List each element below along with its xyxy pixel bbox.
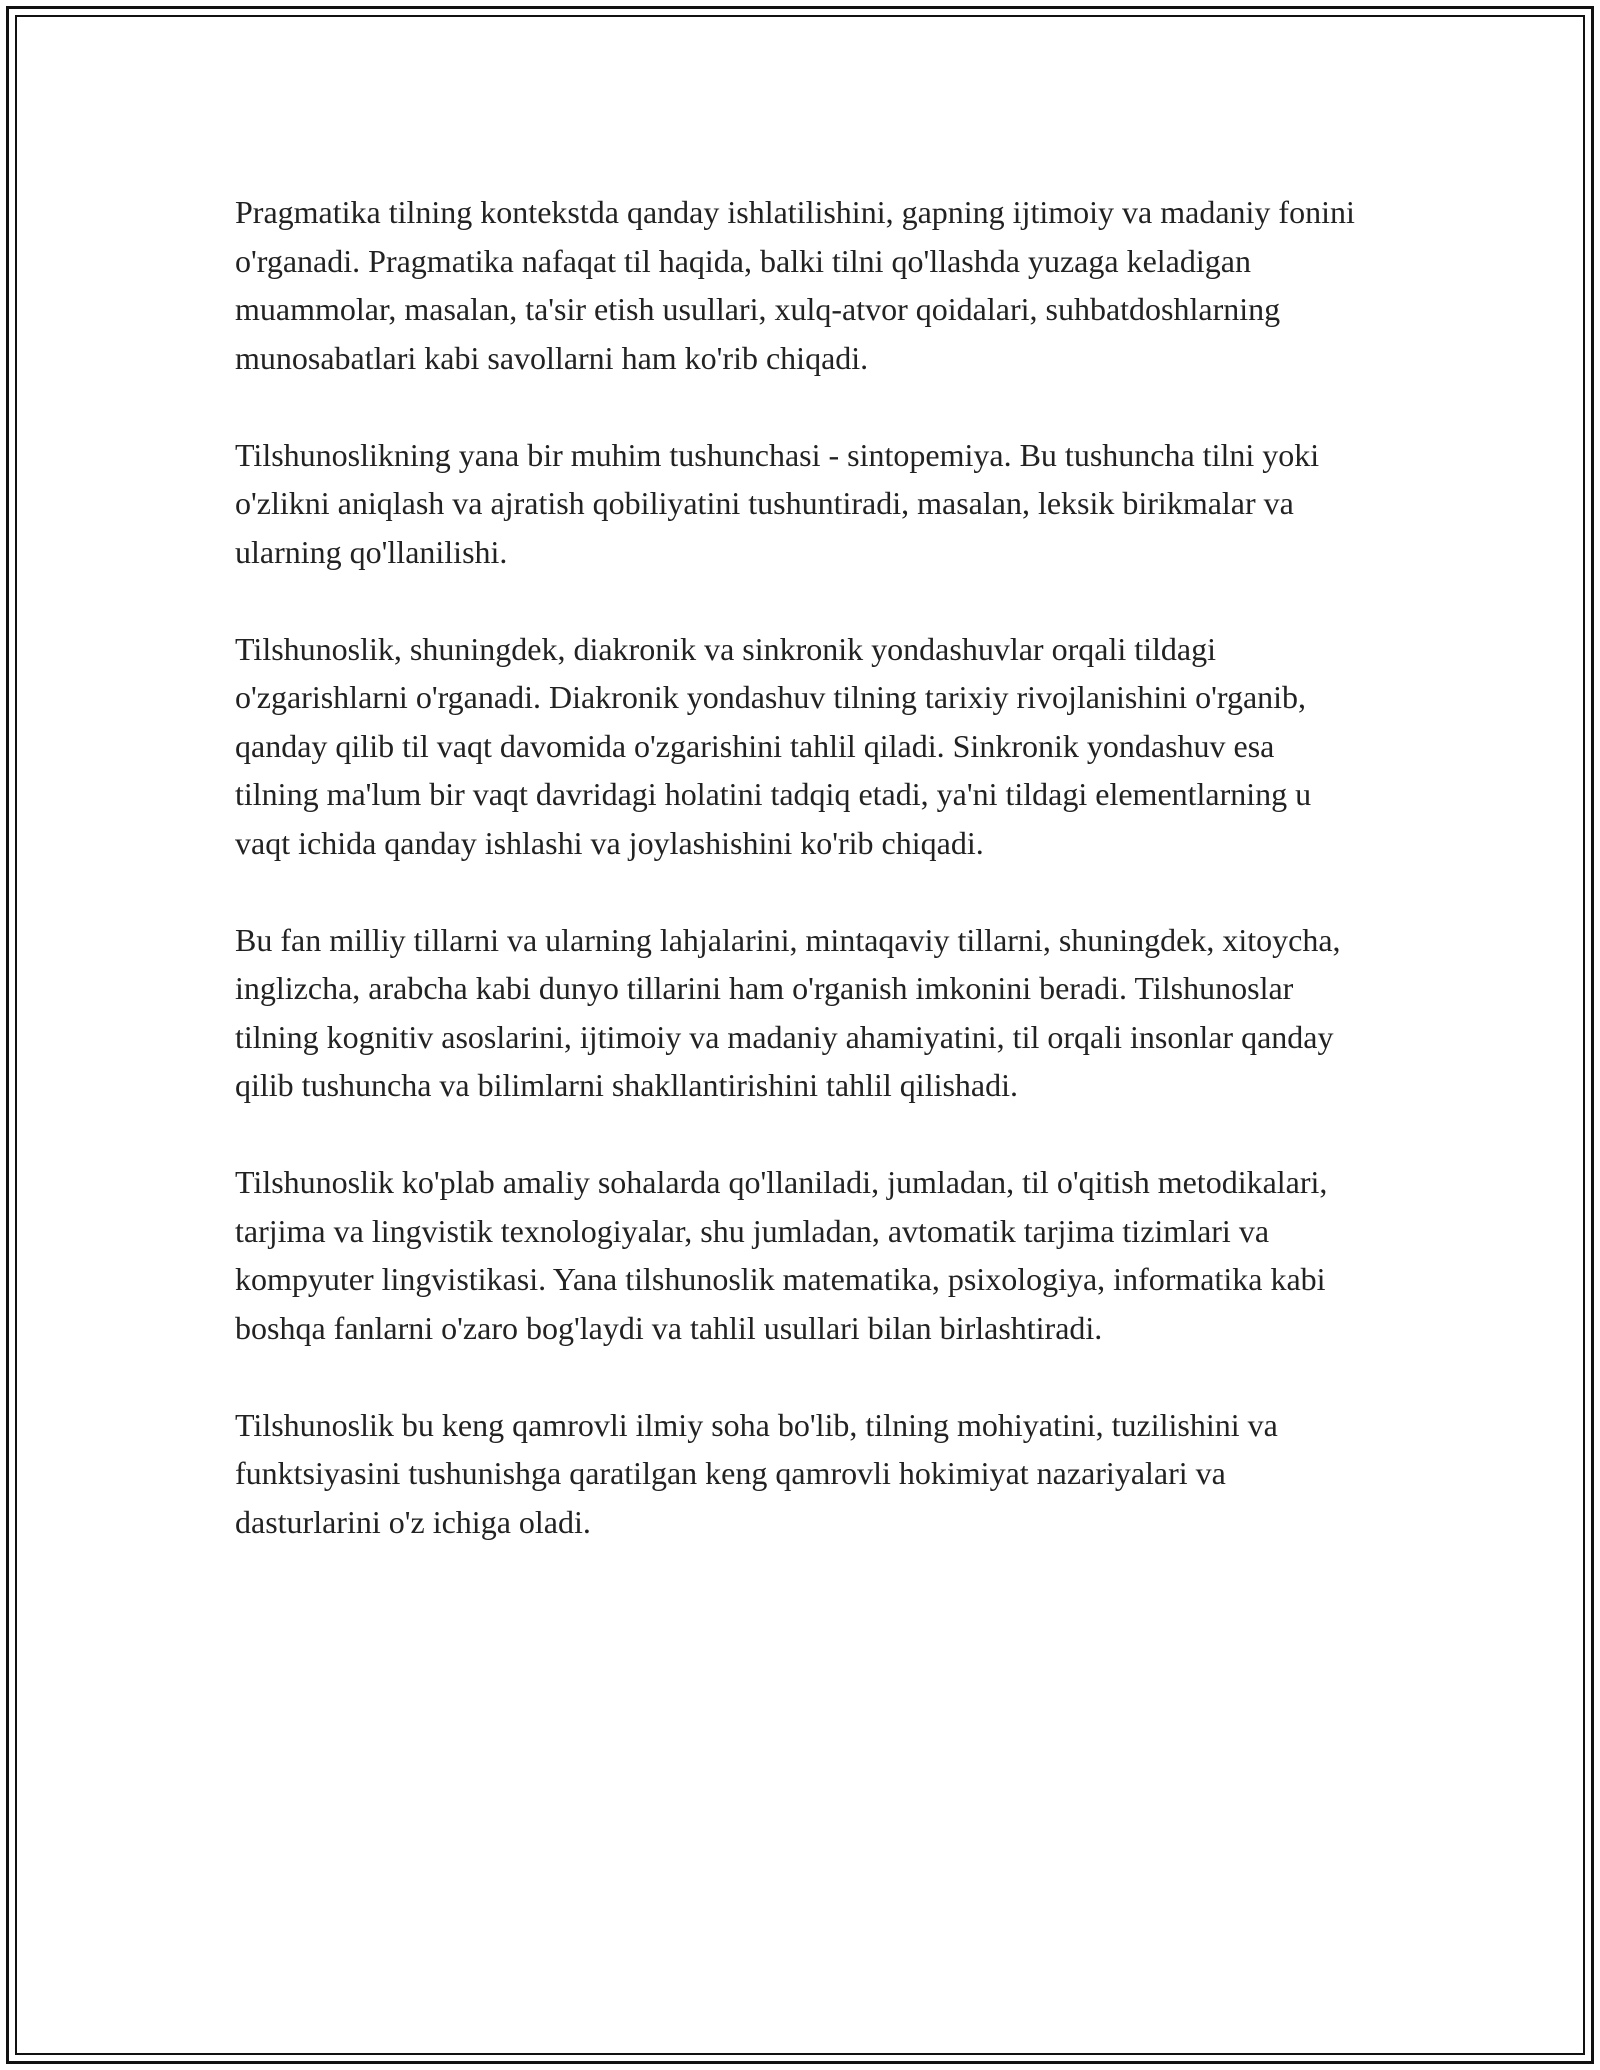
- paragraph-applied-fields: Tilshunoslik ko'plab amaliy sohalarda qo'llaniladi, jumladan, til o'qitish metodikalari, tarjima va lingvistik texnologiyalar, shu jumladan, avtomatik tarjima tizimlari va kompyuter lingvistikasi. Yana tilshunoslik matematika, psixologiya, informatika kabi boshqa fanlarni o'zaro bog'laydi va tahlil usullari bilan birlashtiradi.: [235, 1164, 1328, 1346]
- paragraph-diachronic-synchronic: Tilshunoslik, shuningdek, diakronik va sinkronik yondashuvlar orqali tildagi o'zgarishlarni o'rganadi. Diakronik yondashuv tilning tarixiy rivojlanishini o'rganib, qanday qilib til vaqt davomida o'zgarishini tahlil qiladi. Sinkronik yondashuv esa tilning ma'lum bir vaqt davridagi holatini tadqiq etadi, ya'ni tildagi elementlarning u vaqt ichida qanday ishlashi va joylashishini ko'rib chiqadi.: [235, 630, 1312, 861]
- paragraph-conclusion: Tilshunoslik bu keng qamrovli ilmiy soha bo'lib, tilning mohiyatini, tuzilishini va funktsiyasini tushunishga qaratilgan keng qamrovli hokimiyat nazariyalari va dasturlarini o'z ichiga oladi.: [235, 1406, 1278, 1540]
- document-body: [235, 188, 1365, 1595]
- paragraph-languages: Bu fan milliy tillarni va ularning lahjalarini, mintaqaviy tillarni, shuningdek, xitoycha, inglizcha, arabcha kabi dunyo tillarini ham o'rganish imkonini beradi. Tilshunoslar tilning kognitiv asoslarini, ijtimoiy va madaniy ahamiyatini, til orqali insonlar qanday qilib tushuncha va bilimlarni shakllantirishini tahlil qilishadi.: [235, 921, 1341, 1103]
- paragraph-pragmatics: Pragmatika tilning kontekstda qanday ishlatilishini, gapning ijtimoiy va madaniy fonini o'rganadi. Pragmatika nafaqat til haqida, balki tilni qo'llashda yuzaga keladigan muammolar, masalan, ta'sir etish usullari, xulq-atvor qoidalari, suhbatdoshlarning munosabatlari kabi savollarni ham ko'rib chiqadi.: [235, 194, 1355, 376]
- paragraph-sintopemiya: Tilshunoslikning yana bir muhim tushunchasi - sintopemiya. Bu tushuncha tilni yoki o'zlikni aniqlash va ajratish qobiliyatini tushuntiradi, masalan, leksik birikmalar va ularning qo'llanilishi.: [235, 436, 1320, 570]
